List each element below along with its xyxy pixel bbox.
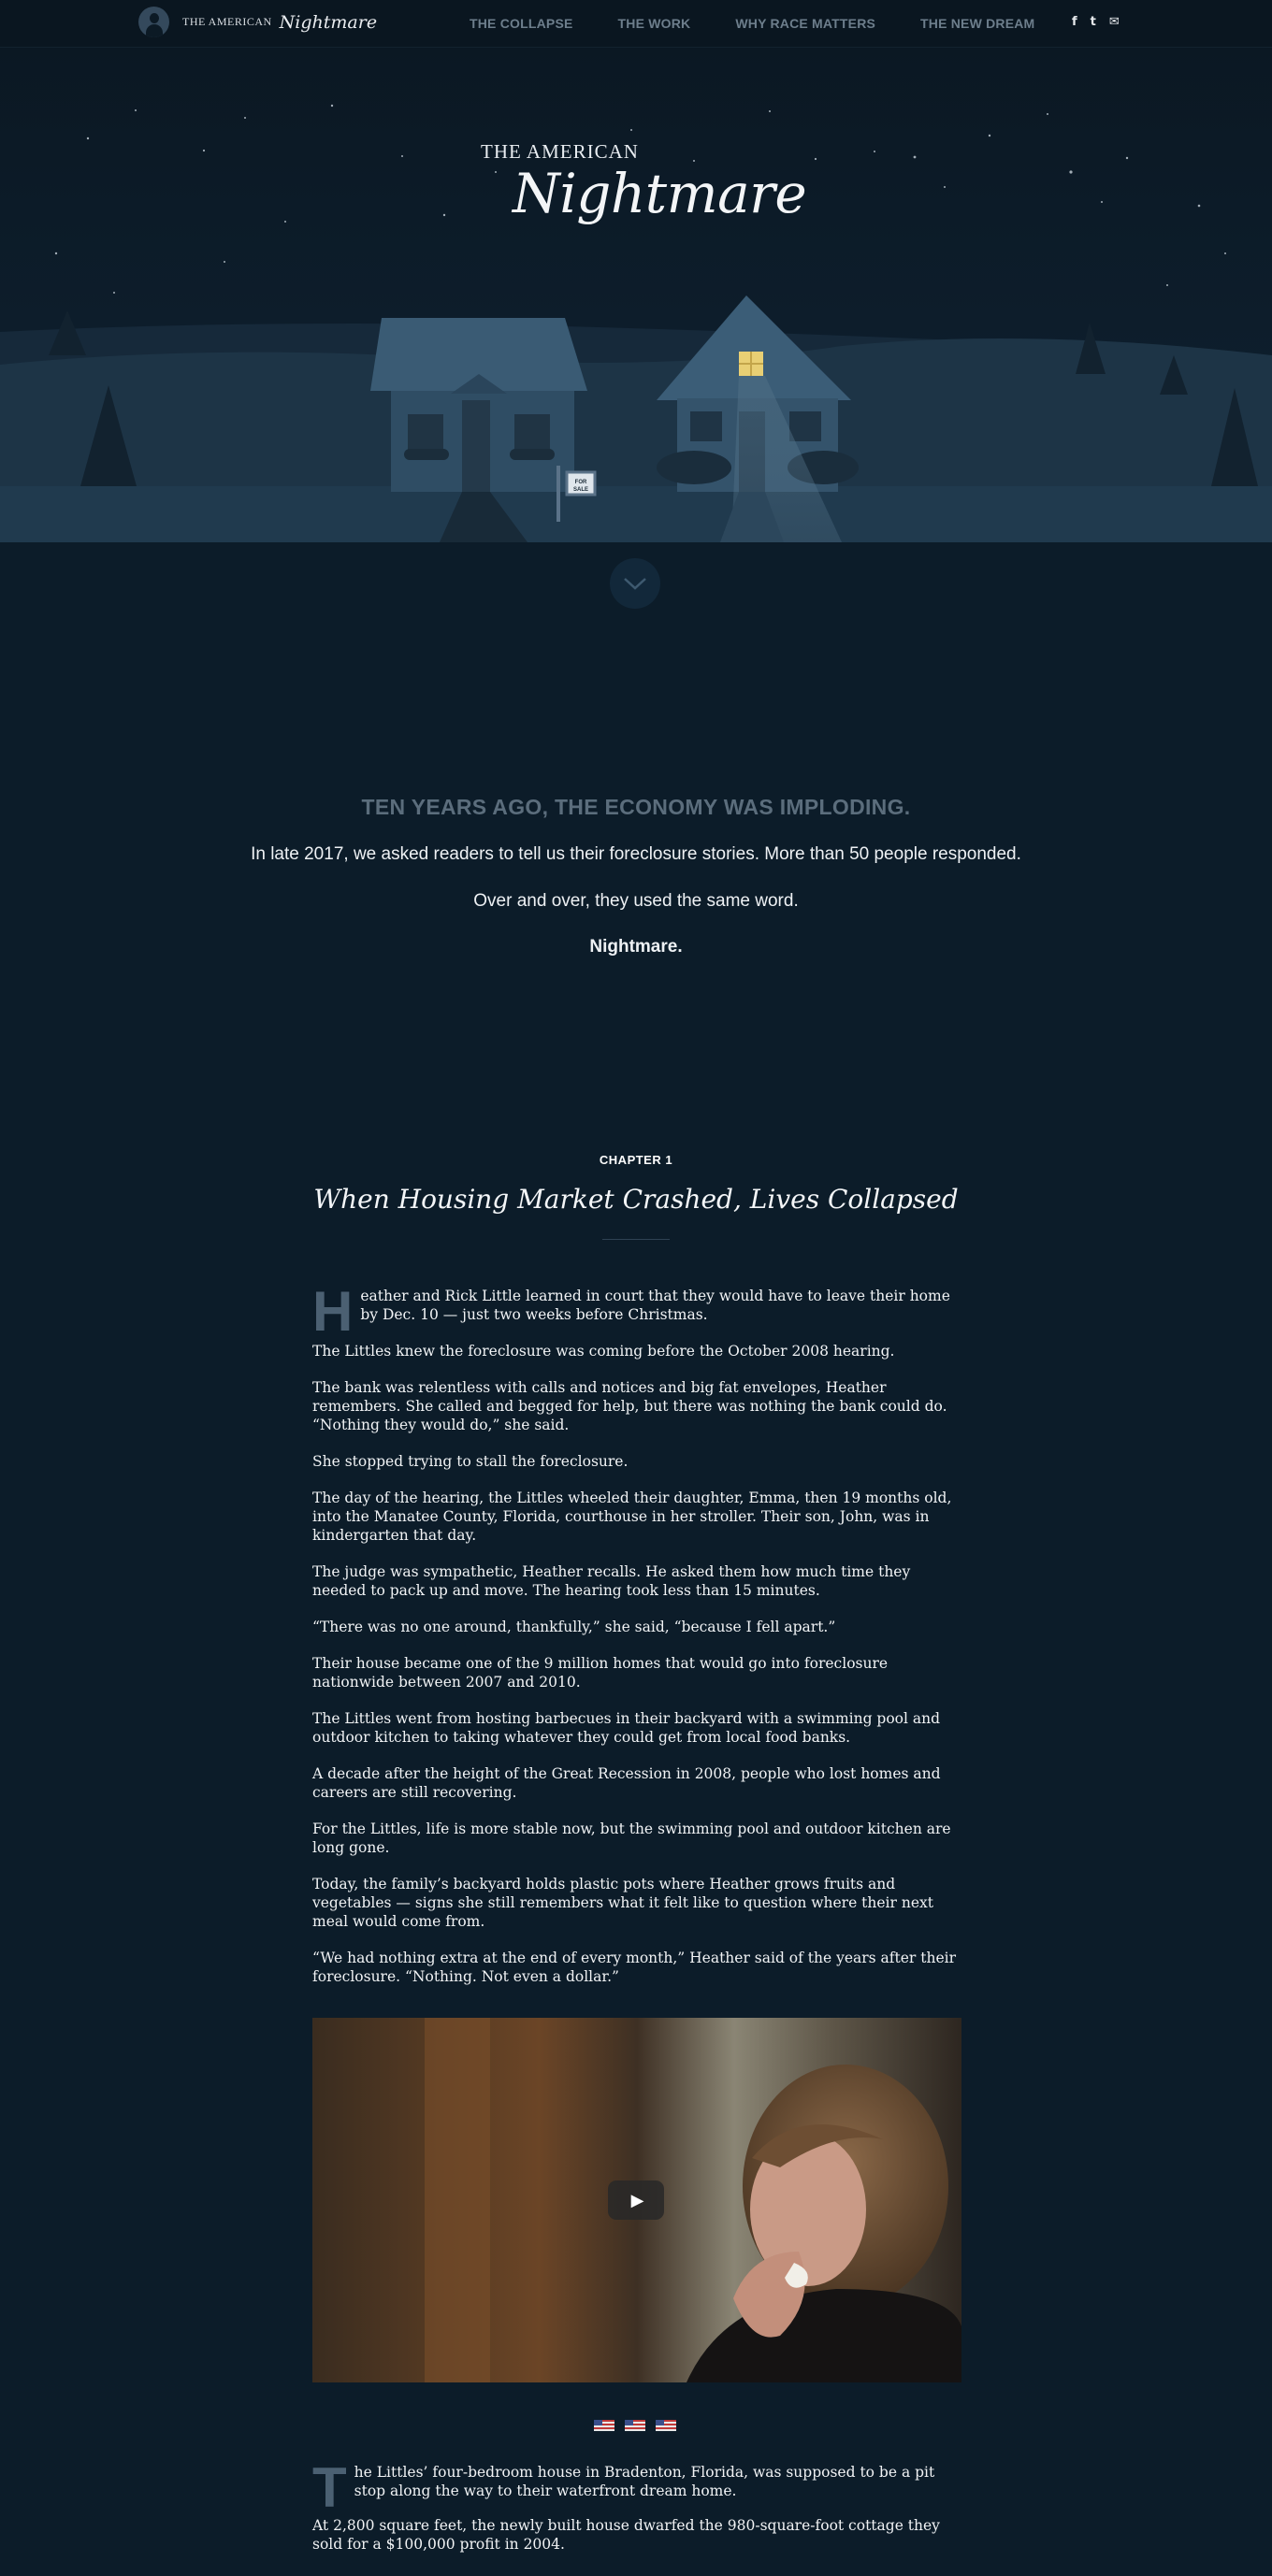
article-paragraph: The Littles went from hosting barbecues in their backyard with a swimming pool and outdoor kitchen to taking whatever they could get from local food banks. [312,1710,941,1746]
svg-text:FOR: FOR [574,480,587,485]
hero-title-big: Nightmare [513,162,807,225]
intro-section [0,795,1272,957]
brand-small-text: THE AMERICAN [182,15,272,28]
play-icon: ▶ [630,2190,644,2209]
article-paragraph: Today, the family’s backyard holds plastic pots where Heather grows fruits and vegetables — signs she still remembers what it felt like to question where their next meal would come from. [312,1876,933,1930]
article-paragraph: The day of the hearing, the Littles wheeled their daughter, Emma, then 19 months old, into the Manatee County, Florida, courthouse in her stroller. Their son, John, was in kindergarten that day. [312,1489,952,1544]
brand-logo[interactable] [138,7,377,37]
night-house-scene [0,47,1272,542]
article-lead-paragraph [312,2456,961,2519]
chevron-down-icon [623,577,647,590]
nav-link-the-work[interactable]: THE WORK [617,16,691,31]
flag-icon [656,2420,676,2431]
chapter-label: CHAPTER 1 [599,1153,673,1167]
hero-title-small: THE AMERICAN [481,140,639,163]
article-paragraph: A decade after the height of the Great Recession in 2008, people who lost homes and careers are still recovering. [312,1765,941,1801]
article-paragraph: “We had nothing extra at the end of every month,” Heather said of the years after their foreclosure. “Nothing. Not even a dollar.” [312,1950,957,1985]
article-body [312,1280,961,2004]
hero-title [481,140,806,225]
chapter-header [0,1153,1272,1240]
article-paragraph: The bank was relentless with calls and notices and big fat envelopes, Heather remembers. She called and begged for help, but there was nothing the bank could do. “Nothing they would do,” she said. [312,1379,947,1433]
play-button[interactable] [608,2180,664,2220]
article-paragraph: The Littles knew the foreclosure was coming before the October 2008 hearing. [312,1343,895,1360]
drop-cap: H [312,1280,354,1343]
article-paragraph: Their house became one of the 9 million homes that would go into foreclosure nationwide between 2007 and 2010. [312,1655,889,1691]
svg-text:SALE: SALE [572,487,589,493]
email-icon[interactable]: ✉ [1108,15,1120,29]
section-divider-flags [594,2420,687,2431]
avatar-icon [138,7,169,37]
nav-link-the-collapse[interactable]: THE COLLAPSE [470,16,573,31]
nav-link-why-race-matters[interactable]: WHY RACE MATTERS [735,16,876,31]
article-paragraph: The judge was sympathetic, Heather recalls. He asked them how much time they needed to pack up and move. The hearing took less than 15 minutes. [312,1563,911,1599]
flag-icon [594,2420,614,2431]
hero-illustration [0,47,1272,542]
intro-kicker: TEN YEARS AGO, THE ECONOMY WAS IMPLODING. [361,795,911,819]
video-player[interactable] [312,2018,961,2382]
lead-text: eather and Rick Little learned in court that they would have to leave their home by Dec. 10 — just two weeks before Christmas. [360,1288,950,1323]
article-paragraph: At 2,800 square feet, the newly built house dwarfed the 980-square-foot cottage they sold for a $100,000 profit in 2004. [312,2517,940,2553]
intro-paragraph: Over and over, they used the same word. [473,891,799,911]
chapter-title: When Housing Market Crashed, Lives Collapsed [313,1184,959,1215]
article-paragraph: “There was no one around, thankfully,” she said, “because I fell apart.” [312,1619,836,1635]
flag-icon [625,2420,645,2431]
top-nav [0,0,1272,48]
article-lead-paragraph [312,1280,961,1343]
intro-emphasis: Nightmare. [589,937,683,957]
nav-link-the-new-dream[interactable]: THE NEW DREAM [920,16,1035,31]
scroll-down-button[interactable] [610,558,660,609]
divider [602,1239,670,1240]
brand-script-text: Nightmare [279,11,378,33]
article-paragraph: She stopped trying to stall the foreclosure. [312,1453,629,1470]
intro-paragraph: In late 2017, we asked readers to tell us their foreclosure stories. More than 50 people responded. [251,844,1021,864]
twitter-icon[interactable]: t [1090,15,1096,29]
article-body-continued [312,2456,961,2569]
nav-links [470,16,1034,31]
article-paragraph: For the Littles, life is more stable now, but the swimming pool and outdoor kitchen are long gone. [312,1820,951,1856]
facebook-icon[interactable]: f [1072,15,1077,29]
lead-text: he Littles’ four-bedroom house in Bradenton, Florida, was supposed to be a pit stop along the way to their waterfront dream home. [354,2464,935,2499]
drop-cap: T [312,2456,347,2519]
social-links [1072,15,1133,29]
